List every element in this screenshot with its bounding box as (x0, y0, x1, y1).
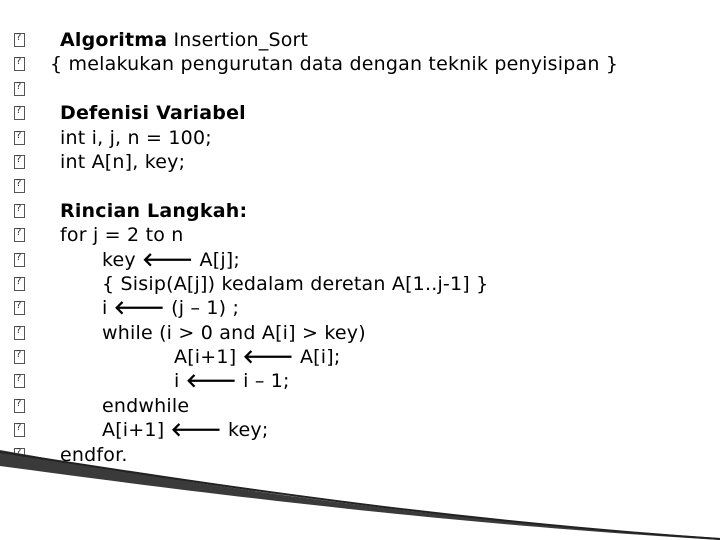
bullet-icon (14, 204, 25, 218)
line-variables-heading (14, 101, 704, 125)
code-text: A[j]; (193, 248, 241, 271)
code-text: i – 1; (236, 370, 290, 393)
decorative-swoosh (0, 450, 720, 540)
code-text: i (102, 297, 114, 320)
code-text: for j = 2 to n (60, 224, 184, 247)
bullet-icon (14, 106, 25, 120)
code-text: endfor. (60, 443, 128, 466)
line-key-assign (14, 248, 704, 272)
line-for (14, 223, 704, 247)
code-text: endwhile (102, 394, 190, 417)
code-text: (j – 1) ; (164, 297, 240, 320)
code-text: key; (221, 419, 269, 442)
code-text: A[i+1] (102, 419, 171, 442)
bullet-icon (14, 82, 25, 96)
code-text: A[i+1] (174, 346, 243, 369)
left-arrow-icon: 🡐 (142, 248, 194, 271)
line-while (14, 321, 704, 345)
bullet-icon (14, 131, 25, 145)
line-insert-key (14, 418, 704, 442)
left-arrow-icon: 🡐 (242, 346, 294, 369)
bullet-icon (14, 179, 25, 193)
line-decrement (14, 369, 704, 393)
code-text: A[i]; (293, 346, 341, 369)
left-arrow-icon: 🡐 (113, 297, 165, 320)
bullet-icon (14, 399, 25, 413)
code-text: { Sisip(A[j]) kedalam deretan A[1..j-1] } (102, 272, 489, 295)
bullet-icon (14, 326, 25, 340)
line-steps-heading (14, 199, 704, 223)
bullet-icon (14, 228, 25, 242)
line-endwhile (14, 394, 704, 418)
var-declaration: int A[n], key; (60, 150, 186, 173)
line-empty (14, 77, 704, 101)
line-shift (14, 345, 704, 369)
left-arrow-icon: 🡐 (185, 370, 237, 393)
pseudocode-block (14, 28, 704, 467)
bullet-icon (14, 423, 25, 437)
bullet-icon (14, 350, 25, 364)
line-var-int (14, 126, 704, 150)
code-text: key (102, 248, 143, 271)
line-empty (14, 174, 704, 198)
bullet-icon (14, 33, 25, 47)
bullet-icon (14, 253, 25, 267)
left-arrow-icon: 🡐 (170, 419, 222, 442)
line-sisip-comment (14, 272, 704, 296)
variables-heading: Defenisi Variabel (60, 102, 246, 125)
bullet-icon (14, 301, 25, 315)
bullet-icon (14, 374, 25, 388)
line-var-array (14, 150, 704, 174)
algorithm-name: Insertion_Sort (167, 29, 309, 51)
line-comment (14, 52, 704, 76)
comment-text: { melakukan pengurutan data dengan teknik penyisipan } (50, 53, 619, 76)
line-algorithm-title (14, 28, 704, 52)
code-text: i (174, 370, 186, 393)
bullet-icon (14, 155, 25, 169)
steps-heading: Rincian Langkah: (60, 199, 248, 222)
bullet-icon (14, 57, 25, 71)
line-i-assign (14, 296, 704, 320)
keyword-algoritma: Algoritma (60, 29, 168, 51)
code-text: while (i > 0 and A[i] > key) (102, 321, 366, 344)
var-declaration: int i, j, n = 100; (60, 126, 212, 149)
bullet-icon (14, 277, 25, 291)
